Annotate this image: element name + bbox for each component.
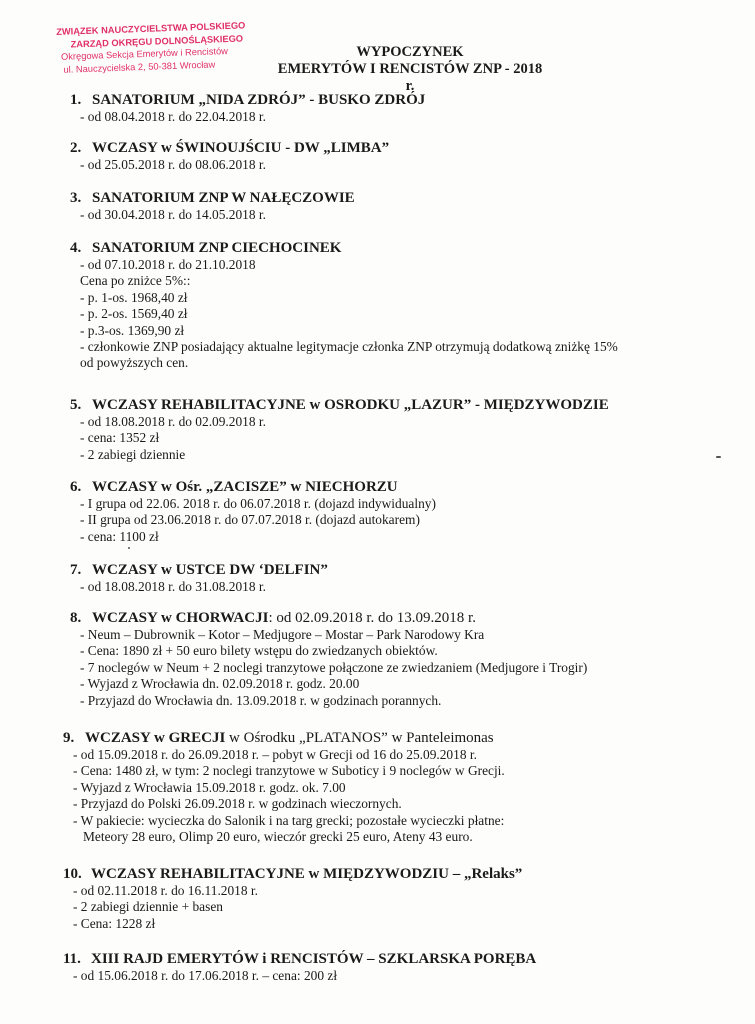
- item-line: - od 15.09.2018 r. do 26.09.2018 r. – pobyt w Grecji od 16 do 25.09.2018 r.: [73, 747, 477, 762]
- item-line: - cena: 1100 zł: [80, 528, 159, 544]
- list-item: [70, 479, 436, 545]
- item-heading: 5. WCZASY REHABILITACYJNE w OSRODKU „LAZUR” - MIĘDZYWODZIE: [70, 397, 609, 413]
- stamp-line-1: ZWIĄZEK NAUCZYCIELSTWA POLSKIEGO: [56, 20, 246, 37]
- item-line: - p. 2-os. 1569,40 zł: [80, 306, 188, 322]
- item-heading: 11. XIII RAJD EMERYTÓW i RENCISTÓW – SZKLARSKA PORĘBA: [63, 951, 537, 967]
- list-item: [70, 610, 587, 709]
- item-line: - 2 zabiegi dziennie: [80, 446, 186, 462]
- item-line: - Przyjazd do Wrocławia dn. 13.09.2018 r. w godzinach porannych.: [80, 692, 442, 708]
- item-line: - od 02.11.2018 r. do 16.11.2018 r.: [73, 883, 258, 898]
- item-line: - 7 noclegów w Neum + 2 noclegi tranzytowe połączone ze zwiedzaniem (Medjugore i Trogir): [80, 659, 588, 675]
- item-line: - Przyjazd do Polski 26.09.2018 r. w godzinach wieczornych.: [73, 796, 402, 812]
- item-line: - Cena: 1480 zł, w tym: 2 noclegi tranzytowe w Suboticy i 9 noclegów w Grecji.: [73, 763, 505, 779]
- item-line: - Cena: 1890 zł + 50 euro bilety wstępu do zwiedzanych obiektów.: [80, 643, 438, 659]
- item-line: - członkowie ZNP posiadający aktualne legitymacje członka ZNP otrzymują dodatkową zniżkę 15%: [80, 338, 618, 354]
- stamp-line-4: ul. Nauczycielska 2, 50-381 Wrocław: [63, 58, 216, 75]
- item-line: - od 07.10.2018 r. do 21.10.2018: [80, 257, 256, 272]
- item-heading: 2. WCZASY w ŚWINOUJŚCIU - DW „LIMBA”: [70, 140, 390, 156]
- title-line-1: WYPOCZYNEK: [356, 44, 464, 60]
- item-line: - od 15.06.2018 r. do 17.06.2018 r. – cena: 200 zł: [73, 968, 338, 983]
- item-heading: 1. SANATORIUM „NIDA ZDRÓJ” - BUSKO ZDRÓJ: [70, 92, 426, 108]
- item-line: - od 30.04.2018 r. do 14.05.2018 r.: [80, 207, 266, 222]
- item-line: - od 25.05.2018 r. do 08.06.2018 r.: [80, 157, 266, 172]
- item-line: - Wyjazd z Wrocławia dn. 02.09.2018 r. godz. 20.00: [80, 676, 360, 692]
- item-heading: 6. WCZASY w Ośr. „ZACISZE” w NIECHORZU: [70, 479, 398, 495]
- item-line: - II grupa od 23.06.2018 r. do 07.07.2018 r. (dojazd autokarem): [80, 512, 420, 528]
- item-line: - 2 zabiegi dziennie + basen: [73, 899, 223, 915]
- scan-speck: [716, 456, 721, 458]
- scan-speck: [128, 547, 130, 549]
- item-heading: 7. WCZASY w USTCE DW ‘DELFIN”: [70, 562, 328, 578]
- list-item: [63, 730, 505, 845]
- list-item: [70, 397, 609, 463]
- list-item: [70, 562, 328, 595]
- item-line: - W pakiecie: wycieczka do Salonik i na targ grecki; pozostałe wycieczki płatne:: [73, 812, 505, 828]
- stamp-line-2: ZARZĄD OKRĘGU DOLNOŚLĄSKIEGO: [70, 32, 244, 49]
- item-line: - p. 1-os. 1968,40 zł: [80, 289, 188, 305]
- list-item: [70, 240, 618, 372]
- item-heading: 4. SANATORIUM ZNP CIECHOCINEK: [70, 240, 342, 256]
- item-heading: 10. WCZASY REHABILITACYJNE w MIĘDZYWODZIU – „Relaks”: [63, 866, 523, 882]
- item-heading: 3. SANATORIUM ZNP W NAŁĘCZOWIE: [70, 190, 355, 206]
- title-line-2: EMERYTÓW I RENCISTÓW ZNP - 2018 r.: [277, 61, 543, 94]
- item-heading: 8. WCZASY w CHORWACJI: od 02.09.2018 r. do 13.09.2018 r.: [70, 610, 476, 626]
- item-line: - cena: 1352 zł: [80, 430, 160, 446]
- list-item: [63, 866, 522, 932]
- stamp-line-3: Okręgowa Sekcja Emerytów i Rencistów: [60, 46, 229, 62]
- item-line: - od 18.08.2018 r. do 31.08.2018 r.: [80, 579, 266, 594]
- item-line: - od 08.04.2018 r. do 22.04.2018 r.: [80, 109, 266, 124]
- item-line: - Neum – Dubrownik – Kotor – Medjugore – Mostar – Park Narodowy Kra: [80, 627, 485, 642]
- list-item: [70, 190, 355, 223]
- item-line: od powyższych cen.: [80, 355, 189, 371]
- item-line: - Wyjazd z Wrocławia 15.09.2018 r. godz. ok. 7.00: [73, 779, 346, 795]
- list-item: [70, 92, 425, 125]
- item-line: - p.3-os. 1369,90 zł: [80, 322, 185, 338]
- item-line: Meteory 28 euro, Olimp 20 euro, wieczór grecki 25 euro, Ateny 43 euro.: [83, 828, 473, 844]
- list-item: [63, 951, 536, 984]
- item-line: Cena po zniżce 5%::: [80, 273, 191, 289]
- list-item: [70, 140, 389, 173]
- item-line: - od 18.08.2018 r. do 02.09.2018 r.: [80, 414, 266, 429]
- item-line: - I grupa od 22.06. 2018 r. do 06.07.2018 r. (dojazd indywidualny): [80, 496, 436, 511]
- item-heading: 9. WCZASY w GRECJI w Ośrodku „PLATANOS” w Panteleimonas: [63, 730, 494, 746]
- item-line: - Cena: 1228 zł: [73, 915, 156, 931]
